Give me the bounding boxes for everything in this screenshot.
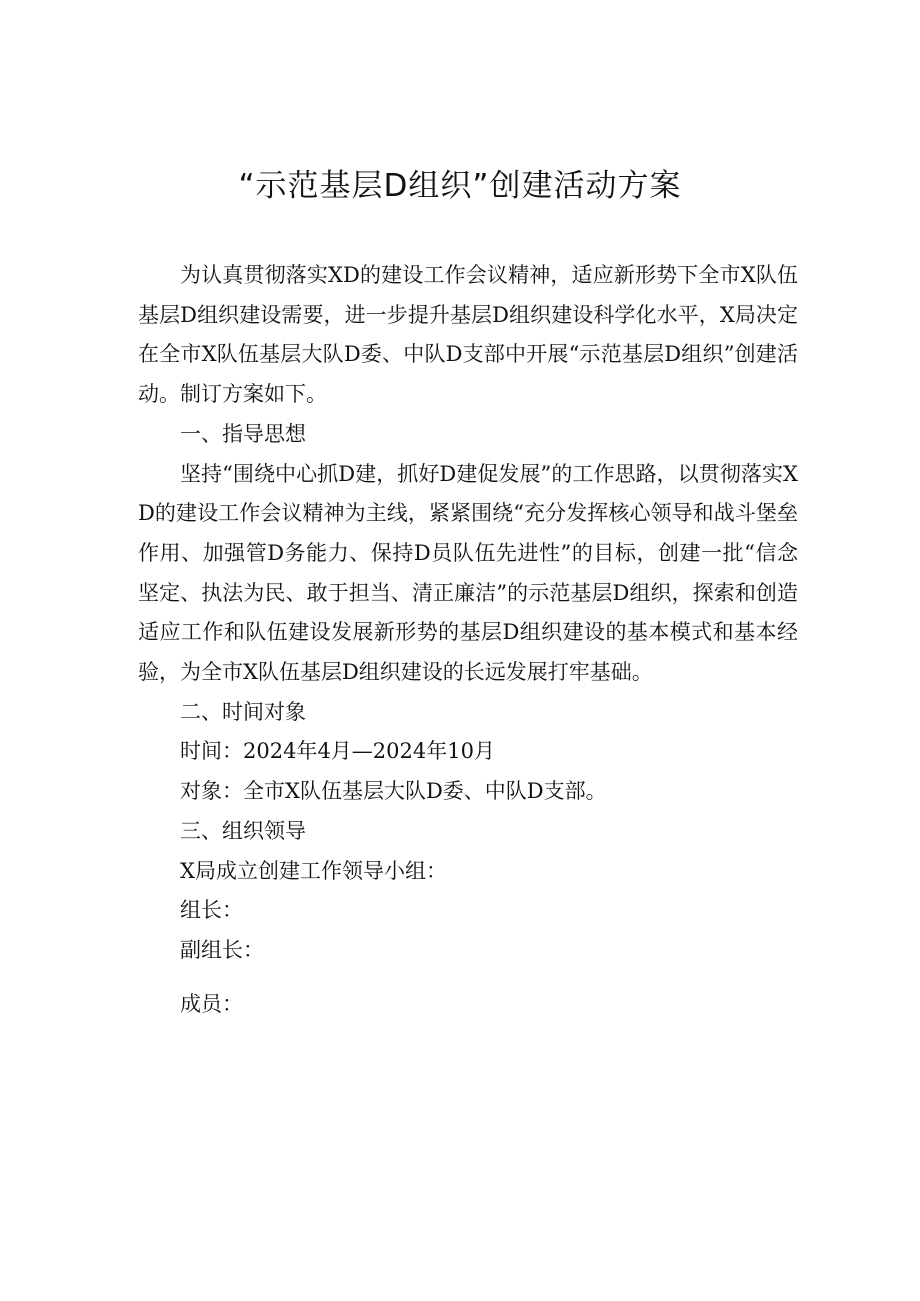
time-line: 时间：2024年4月—2024年10月 [180,739,495,764]
deputy-leader-line: 副组长： [180,937,264,962]
section-heading-guiding-ideology: 一、指导思想 [180,421,306,446]
spacer [138,971,798,985]
section-heading-organization: 三、组织领导 [180,818,306,843]
leading-group-line: X局成立创建工作领导小组： [180,858,447,883]
guiding-ideology-paragraph: 坚持“围绕中心抓D建，抓好D建促发展”的工作思路，以贯彻落实XD的建设工作会议精神为主线，紧紧围绕“充分发挥核心领导和战斗堡垒作用、加强管D务能力、保持D员队伍先进性”的目标，创建一批“信念坚定、执法为民、敢于担当、清正廉洁”的示范基层D组织，探索和创造适应工作和队伍建设发展新形势的基层D组织建设的基本模式和基本经验，为全市X队伍基层D组织建设的长远发展打牢基础。 [138,461,798,685]
group-leader-line: 组长： [180,898,243,923]
section-heading-time-target: 二、时间对象 [180,699,306,724]
target-line: 对象：全市X队伍基层大队D委、中队D支部。 [180,779,607,804]
document-body [138,256,798,1024]
members-line: 成员： [180,991,243,1016]
intro-paragraph: 为认真贯彻落实XD的建设工作会议精神，适应新形势下全市X队伍基层D组织建设需要，进一步提升基层D组织建设科学化水平，X局决定在全市X队伍基层大队D委、中队D支部中开展“示范基层D组织”创建活动。制订方案如下。 [138,263,798,407]
document-title: “示范基层D组织”创建活动方案 [238,168,682,204]
